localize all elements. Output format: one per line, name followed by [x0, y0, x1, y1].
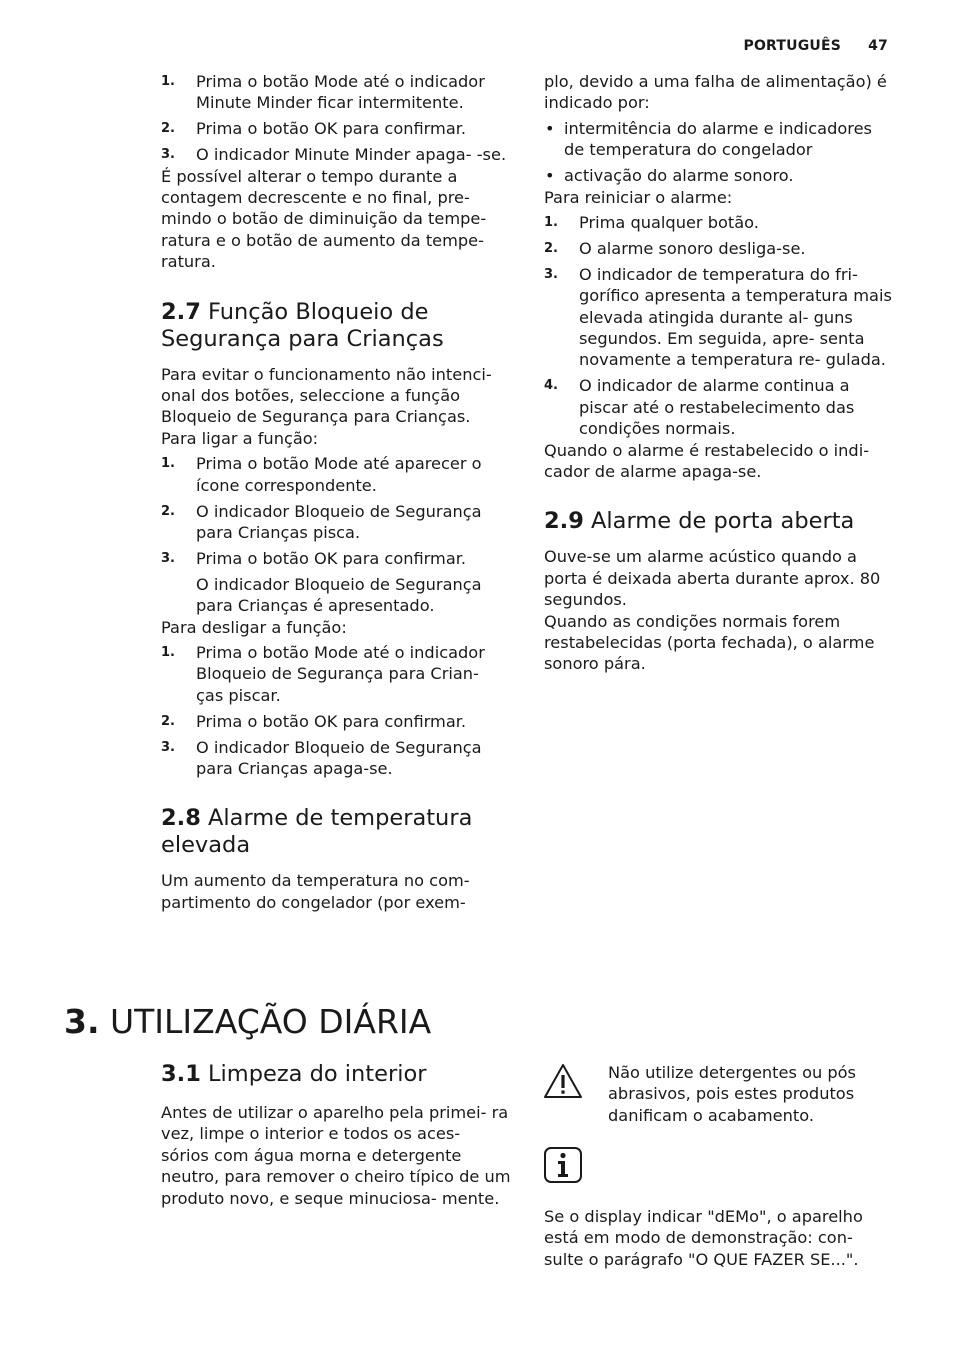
alarm-reset-steps [544, 212, 894, 440]
minute-minder-steps [161, 71, 511, 166]
chapter-heading-3: 3. UTILIZAÇÃO DIÁRIA [64, 1002, 432, 1041]
paragraph: Para reiniciar o alarme: [544, 187, 733, 207]
paragraph: Ouve-se um alarme acústico quando a porta é deixada aberta durante aprox. 80 segundos. [544, 547, 881, 610]
section-3-1 [161, 1061, 511, 1209]
right-column [544, 71, 894, 675]
paragraph: plo, devido a uma falha de alimentação) é indicado por: [544, 72, 887, 113]
list-item: • intermitência do alarme e indicadores de temperatura do congelador [544, 118, 894, 161]
list-item: 3. O indicador de temperatura do fri- gorífico apresenta a temperatura mais elevada atingida durante al- guns segundos. Em seguida, apre- senta novamente a temperatura re- gulada. [544, 264, 894, 371]
paragraph: Quando as condições normais forem restabelecidas (porta fechada), o alarme sonoro pára. [544, 611, 875, 674]
paragraph: Para evitar o funcionamento não intenci- onal dos botões, seleccione a função Bloqueio de Segurança para Crianças. [161, 364, 492, 427]
list-item: 2. Prima o botão OK para confirmar. [161, 118, 511, 139]
list-item: 1. Prima o botão Mode até aparecer o ícone correspondente. [161, 453, 511, 496]
section-heading-2-9: 2.9 Alarme de porta aberta [544, 508, 855, 535]
list-item: 1. Prima qualquer botão. [544, 212, 894, 233]
warning-note [543, 1062, 903, 1126]
alarm-indicators [544, 118, 894, 187]
list-item: 3. Prima o botão OK para confirmar. [161, 548, 511, 569]
lock-on-steps [161, 453, 511, 569]
list-item: 1. Prima o botão Mode até o indicador Minute Minder ficar intermitente. [161, 71, 511, 114]
paragraph: Um aumento da temperatura no com- partimento do congelador (por exem- [161, 871, 470, 912]
left-column [161, 71, 511, 913]
list-item: 3. O indicador Minute Minder apaga- -se. [161, 144, 511, 165]
paragraph: É possível alterar o tempo durante a contagem decrescente e no final, pre- mindo o botão de diminuição da tempe- ratura e o botão de aumento da tempe- ratura. [161, 166, 487, 272]
list-item: 3. O indicador Bloqueio de Segurança para Crianças apaga-se. [161, 737, 511, 780]
list-item: 2. O alarme sonoro desliga-se. [544, 238, 894, 259]
list-item: 4. O indicador de alarme continua a piscar até o restabelecimento das condições normais. [544, 375, 894, 439]
paragraph: Para ligar a função: [161, 428, 319, 448]
info-text: Se o display indicar "dEMo", o aparelho está em modo de demonstração: con- sulte o parágrafo "O QUE FAZER SE...". [544, 1207, 863, 1269]
list-item: 2. O indicador Bloqueio de Segurança para Crianças pisca. [161, 501, 511, 544]
list-item: • activação do alarme sonoro. [544, 165, 894, 186]
paragraph: Quando o alarme é restabelecido o indi- cador de alarme apaga-se. [544, 440, 870, 481]
paragraph: Para desligar a função: [161, 617, 347, 637]
language-label: PORTUGUÊS [743, 38, 842, 54]
list-item: 1. Prima o botão Mode até o indicador Bloqueio de Segurança para Crian- ças piscar. [161, 642, 511, 706]
section-heading-3-1: 3.1 Limpeza do interior [161, 1061, 427, 1087]
list-item: 2. Prima o botão OK para confirmar. [161, 711, 511, 732]
info-icon [543, 1146, 583, 1184]
info-note [543, 1146, 583, 1188]
lock-off-steps [161, 642, 511, 779]
page-header [743, 38, 888, 54]
section-heading-2-8: 2.8 Alarme de temperatura elevada [161, 805, 473, 859]
warning-text: Não utilize detergentes ou pós abrasivos, pois estes produtos danificam o acabamento. [608, 1063, 856, 1125]
warning-triangle-icon [543, 1062, 583, 1100]
paragraph: O indicador Bloqueio de Segurança para Crianças é apresentado. [196, 574, 482, 616]
page-number: 47 [868, 38, 888, 54]
section-heading-2-7: 2.7 Função Bloqueio de Segurança para Crianças [161, 298, 444, 352]
paragraph: Antes de utilizar o aparelho pela primei- ra vez, limpe o interior e todos os aces- sórios com água morna e detergente neutro, para remover o cheiro típico de um produto novo, e seque minuciosa- mente. [161, 1103, 511, 1208]
